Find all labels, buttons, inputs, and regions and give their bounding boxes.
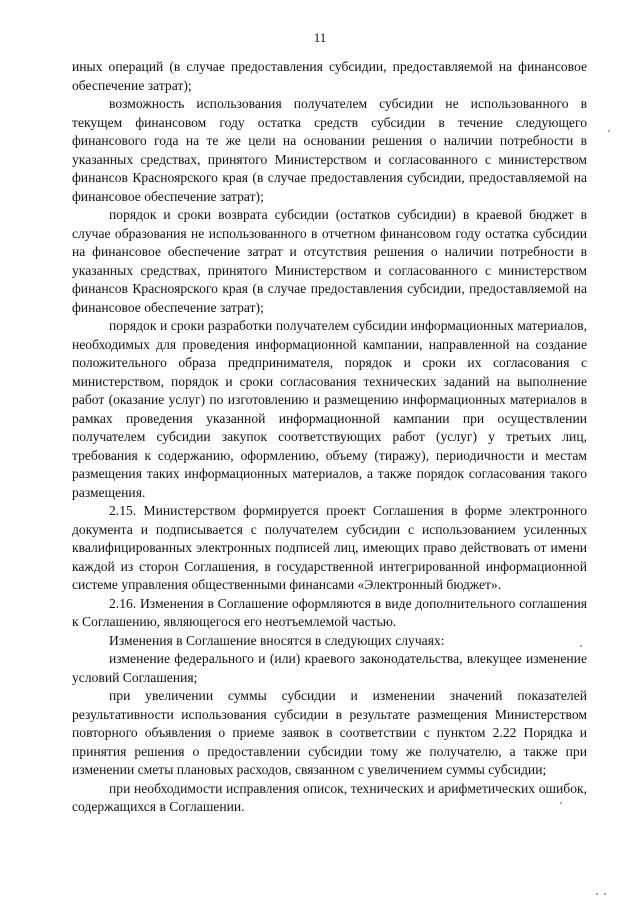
paragraph-change-cases: Изменения в Соглашение вносятся в следующих случаях: — [109, 632, 445, 648]
paragraph-unused-balance: возможность использования получателем субсидии не использованного в текущем финансовом году остатка средств субсидии в течение следующего финансового года на те же цели на основании решения о наличии потребности в указанных средствах, принятого Министерством и согласованного с министерством финансов Красноярского края (в случае предоставления субсидии, предоставляемой на финансовое обеспечение затрат); — [72, 96, 587, 204]
paragraph-return-procedure: порядок и сроки возврата субсидии (остатков субсидии) в краевой бюджет в случае образования не использованного в отчетном финансовом году остатка субсидии на финансовое обеспечение затрат и отсутствия решения о наличии потребности в указанных средствах, принятого Министерством и согласованного с министерством финансов Красноярского края (в случае предоставления субсидии, предоставляемой на финансовое обеспечение затрат); — [72, 207, 587, 315]
paragraph-2-16: 2.16. Изменения в Соглашение оформляются в виде дополнительного соглашения к Соглашению, являющегося его неотъемлемой частью. — [72, 595, 587, 629]
scan-speck — [608, 130, 610, 132]
paragraph-2-15: 2.15. Министерством формируется проект Соглашения в форме электронного документа и подписывается с получателем субсидии с использованием усиленных квалифицированных электронных подписей лиц, имеющих право действовать от имени каждой из сторон Соглашения, в государственной интегрированной информационной системе управления общественными финансами «Электронный бюджет». — [72, 503, 587, 592]
paragraph-legislation-change: изменение федерального и (или) краевого законодательства, влекущее изменение условий Соглашения; — [72, 651, 587, 685]
document-body — [72, 58, 587, 817]
paragraph-subsidy-increase: при увеличении суммы субсидии и изменении значений показателей результативности использования субсидии в результате размещения Министерством повторного объявления о приеме заявок в соответствии с пунктом 2.22 Порядка и принятия решения о предоставлении субсидии тому же получателю, а также при изменении сметы плановых расходов, связанном с увеличением суммы субсидии; — [72, 688, 587, 777]
scan-speck — [604, 893, 606, 895]
scan-speck — [580, 645, 582, 647]
paragraph-continuation: иных операций (в случае предоставления субсидии, предоставляемой на финансовое обеспечение затрат); — [72, 59, 587, 93]
paragraph-error-correction: при необходимости исправления описок, технических и арифметических ошибок, содержащихся в Соглашении. — [72, 780, 587, 814]
paragraph-information-materials: порядок и сроки разработки получателем субсидии информационных материалов, необходимых для проведения информационной кампании, направленной на создание положительного образа предпринимателя, порядок и сроки их согласования с министерством, порядок и сроки согласования технических заданий на выполнение работ (оказание услуг) по изготовлению и размещению информационных материалов в рамках проведения указанной информационной кампании при осуществлении получателем субсидии закупок соответствующих работ (услуг) у третьих лиц, требования к содержанию, оформлению, объему (тиражу), периодичности и местам размещения таких информационных материалов, а также порядок согласования такого размещения. — [72, 318, 587, 500]
page-number: 11 — [313, 30, 327, 45]
scan-speck — [560, 802, 562, 804]
scan-speck — [596, 893, 598, 895]
